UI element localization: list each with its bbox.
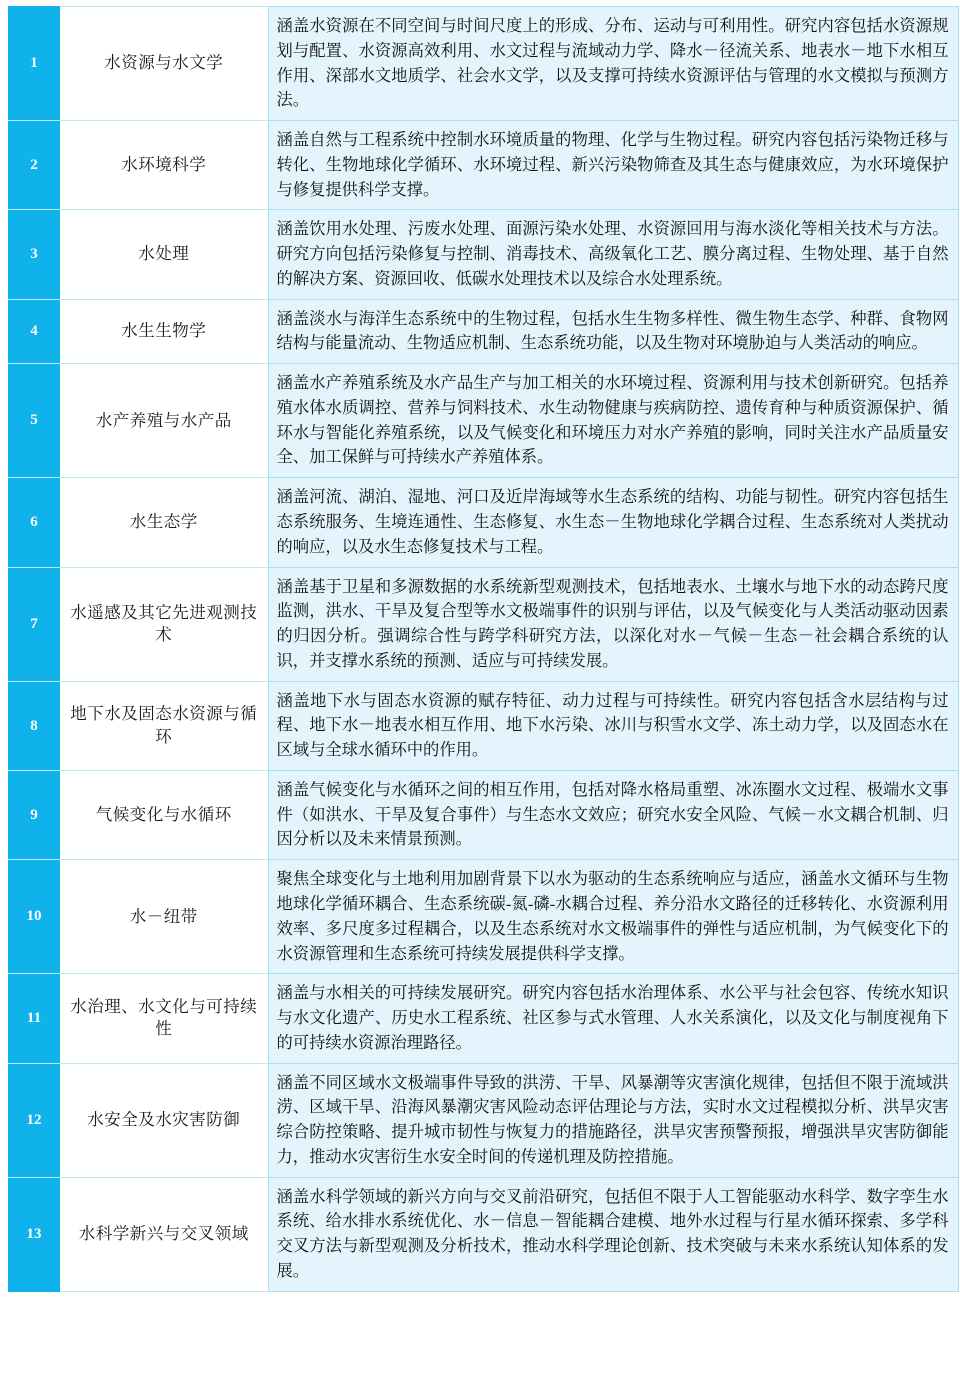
field-name-cell: 水生态学 xyxy=(60,478,268,567)
field-description-cell xyxy=(268,567,958,681)
field-description-text: 涵盖水科学领域的新兴方向与交叉前沿研究，包括但不限于人工智能驱动水科学、数字孪生水系统、给水排水系统优化、水－信息－智能耦合建模、地外水过程与行星水循环探索、多学科交叉方法与新型观测及分析技术，推动水科学理论创新、技术突破与未来水系统认知体系的发展。 xyxy=(276,1186,949,1280)
field-description-cell xyxy=(268,7,958,121)
table-row xyxy=(8,299,958,364)
field-description-cell xyxy=(268,210,958,299)
field-description-cell xyxy=(268,121,958,210)
row-number-cell: 8 xyxy=(8,681,60,770)
field-description-text: 涵盖河流、湖泊、湿地、河口及近岸海域等水生态系统的结构、功能与韧性。研究内容包括生态系统服务、生境连通性、生态修复、水生态－生物地球化学耦合过程、生态系统对人类扰动的响应，以及水生态修复技术与工程。 xyxy=(276,487,949,556)
table-row xyxy=(8,567,958,681)
field-description-text: 涵盖基于卫星和多源数据的水系统新型观测技术，包括地表水、土壤水与地下水的动态跨尺度监测，洪水、干旱及复合型等水文极端事件的识别与评估，以及气候变化与人类活动驱动因素的归因分析。强调综合性与跨学科研究方法，以深化对水－气候－生态－社会耦合系统的认识，并支撑水系统的预测、适应与可持续发展。 xyxy=(276,576,949,670)
row-number-cell: 11 xyxy=(8,974,60,1063)
field-name-cell: 地下水及固态水资源与循环 xyxy=(60,681,268,770)
field-description-text: 涵盖水产养殖系统及水产品生产与加工相关的水环境过程、资源利用与技术创新研究。包括养殖水体水质调控、营养与饲料技术、水生动物健康与疾病防控、遗传育种与种质资源保护、循环水与智能化养殖系统，以及气候变化和环境压力对水产养殖的影响，同时关注水产品质量安全、加工保鲜与可持续水产养殖体系。 xyxy=(276,373,949,467)
field-name-cell: 水资源与水文学 xyxy=(60,7,268,121)
field-name-cell: 气候变化与水循环 xyxy=(60,770,268,859)
field-name-cell: 水生生物学 xyxy=(60,299,268,364)
field-description-text: 涵盖不同区域水文极端事件导致的洪涝、干旱、风暴潮等灾害演化规律，包括但不限于流域洪涝、区域干旱、沿海风暴潮灾害风险动态评估理论与方法，实时水文过程模拟分析、洪旱灾害综合防控策略、提升城市韧性与恢复力的措施路径，洪旱灾害预警预报，增强洪旱灾害防御能力，推动水灾害衍生水安全时间的传递机理及防控措施。 xyxy=(276,1072,949,1166)
field-description-text: 涵盖地下水与固态水资源的赋存特征、动力过程与可持续性。研究内容包括含水层结构与过程、地下水－地表水相互作用、地下水污染、冰川与积雪水文学、冻土动力学，以及固态水在区域与全球水循环中的作用。 xyxy=(276,690,949,760)
field-description-cell xyxy=(268,299,958,364)
row-number-cell: 10 xyxy=(8,860,60,974)
field-description-text: 涵盖水资源在不同空间与时间尺度上的形成、分布、运动与可利用性。研究内容包括水资源规划与配置、水资源高效利用、水文过程与流域动力学、降水－径流关系、地表水－地下水相互作用、深部水文地质学、社会水文学，以及支撑可持续水资源评估与管理的水文模拟与预测方法。 xyxy=(276,16,949,110)
field-name-cell: 水产养殖与水产品 xyxy=(60,364,268,478)
row-number-cell: 3 xyxy=(8,210,60,299)
table-row xyxy=(8,478,958,567)
field-name-cell: 水安全及水灾害防御 xyxy=(60,1063,268,1177)
field-description-cell xyxy=(268,364,958,478)
field-description-text: 涵盖自然与工程系统中控制水环境质量的物理、化学与生物过程。研究内容包括污染物迁移与转化、生物地球化学循环、水环境过程、新兴污染物筛查及其生态与健康效应，为水环境保护与修复提供科学支撑。 xyxy=(276,130,949,199)
field-description-text: 涵盖饮用水处理、污废水处理、面源污染水处理、水资源回用与海水淡化等相关技术与方法。研究方向包括污染修复与控制、消毒技术、高级氧化工艺、膜分离过程、生物处理、基于自然的解决方案、资源回收、低碳水处理技术以及综合水处理系统。 xyxy=(276,219,949,288)
table-row xyxy=(8,210,958,299)
field-description-cell xyxy=(268,1063,958,1177)
field-description-text: 涵盖淡水与海洋生态系统中的生物过程，包括水生生物多样性、微生物生态学、种群、食物网结构与能量流动、生物适应机制、生态系统功能，以及生物对环境胁迫与人类活动的响应。 xyxy=(276,308,949,353)
row-number-cell: 6 xyxy=(8,478,60,567)
row-number-cell: 12 xyxy=(8,1063,60,1177)
row-number-cell: 4 xyxy=(8,299,60,364)
field-description-cell xyxy=(268,860,958,974)
table-row xyxy=(8,364,958,478)
field-name-cell: 水环境科学 xyxy=(60,121,268,210)
row-number-cell: 7 xyxy=(8,567,60,681)
research-scope-table xyxy=(8,6,959,1292)
field-description-cell xyxy=(268,1177,958,1291)
table-row xyxy=(8,1177,958,1291)
row-number-cell: 13 xyxy=(8,1177,60,1291)
table-row xyxy=(8,860,958,974)
table-row xyxy=(8,974,958,1063)
field-name-cell: 水处理 xyxy=(60,210,268,299)
field-description-cell xyxy=(268,974,958,1063)
row-number-cell: 5 xyxy=(8,364,60,478)
field-description-cell xyxy=(268,478,958,567)
field-name-cell: 水－纽带 xyxy=(60,860,268,974)
field-description-cell xyxy=(268,770,958,859)
field-name-cell: 水治理、水文化与可持续性 xyxy=(60,974,268,1063)
table-row xyxy=(8,1063,958,1177)
table-body xyxy=(8,7,958,1292)
table-row xyxy=(8,7,958,121)
field-description-text: 涵盖气候变化与水循环之间的相互作用，包括对降水格局重塑、冰冻圈水文过程、极端水文事件（如洪水、干旱及复合事件）与生态水文效应；研究水安全风险、气候－水文耦合机制、归因分析以及未来情景预测。 xyxy=(276,779,949,849)
row-number-cell: 2 xyxy=(8,121,60,210)
row-number-cell: 9 xyxy=(8,770,60,859)
field-name-cell: 水科学新兴与交叉领域 xyxy=(60,1177,268,1291)
table-row xyxy=(8,770,958,859)
table-row xyxy=(8,121,958,210)
field-description-text: 涵盖与水相关的可持续发展研究。研究内容包括水治理体系、水公平与社会包容、传统水知识与水文化遗产、历史水工程系统、社区参与式水管理、人水关系演化，以及文化与制度视角下的可持续水资源治理路径。 xyxy=(276,983,949,1052)
field-name-cell: 水遥感及其它先进观测技术 xyxy=(60,567,268,681)
field-description-cell xyxy=(268,681,958,770)
table-row xyxy=(8,681,958,770)
row-number-cell: 1 xyxy=(8,7,60,121)
field-description-text: 聚焦全球变化与土地利用加剧背景下以水为驱动的生态系统响应与适应，涵盖水文循环与生物地球化学循环耦合、生态系统碳-氮-磷-水耦合过程、养分沿水文路径的迁移转化、水资源利用效率、多尺度多过程耦合，以及生态系统对水文极端事件的弹性与适应机制，为气候变化下的水资源管理和生态系统可持续发展提供科学支撑。 xyxy=(276,869,949,963)
